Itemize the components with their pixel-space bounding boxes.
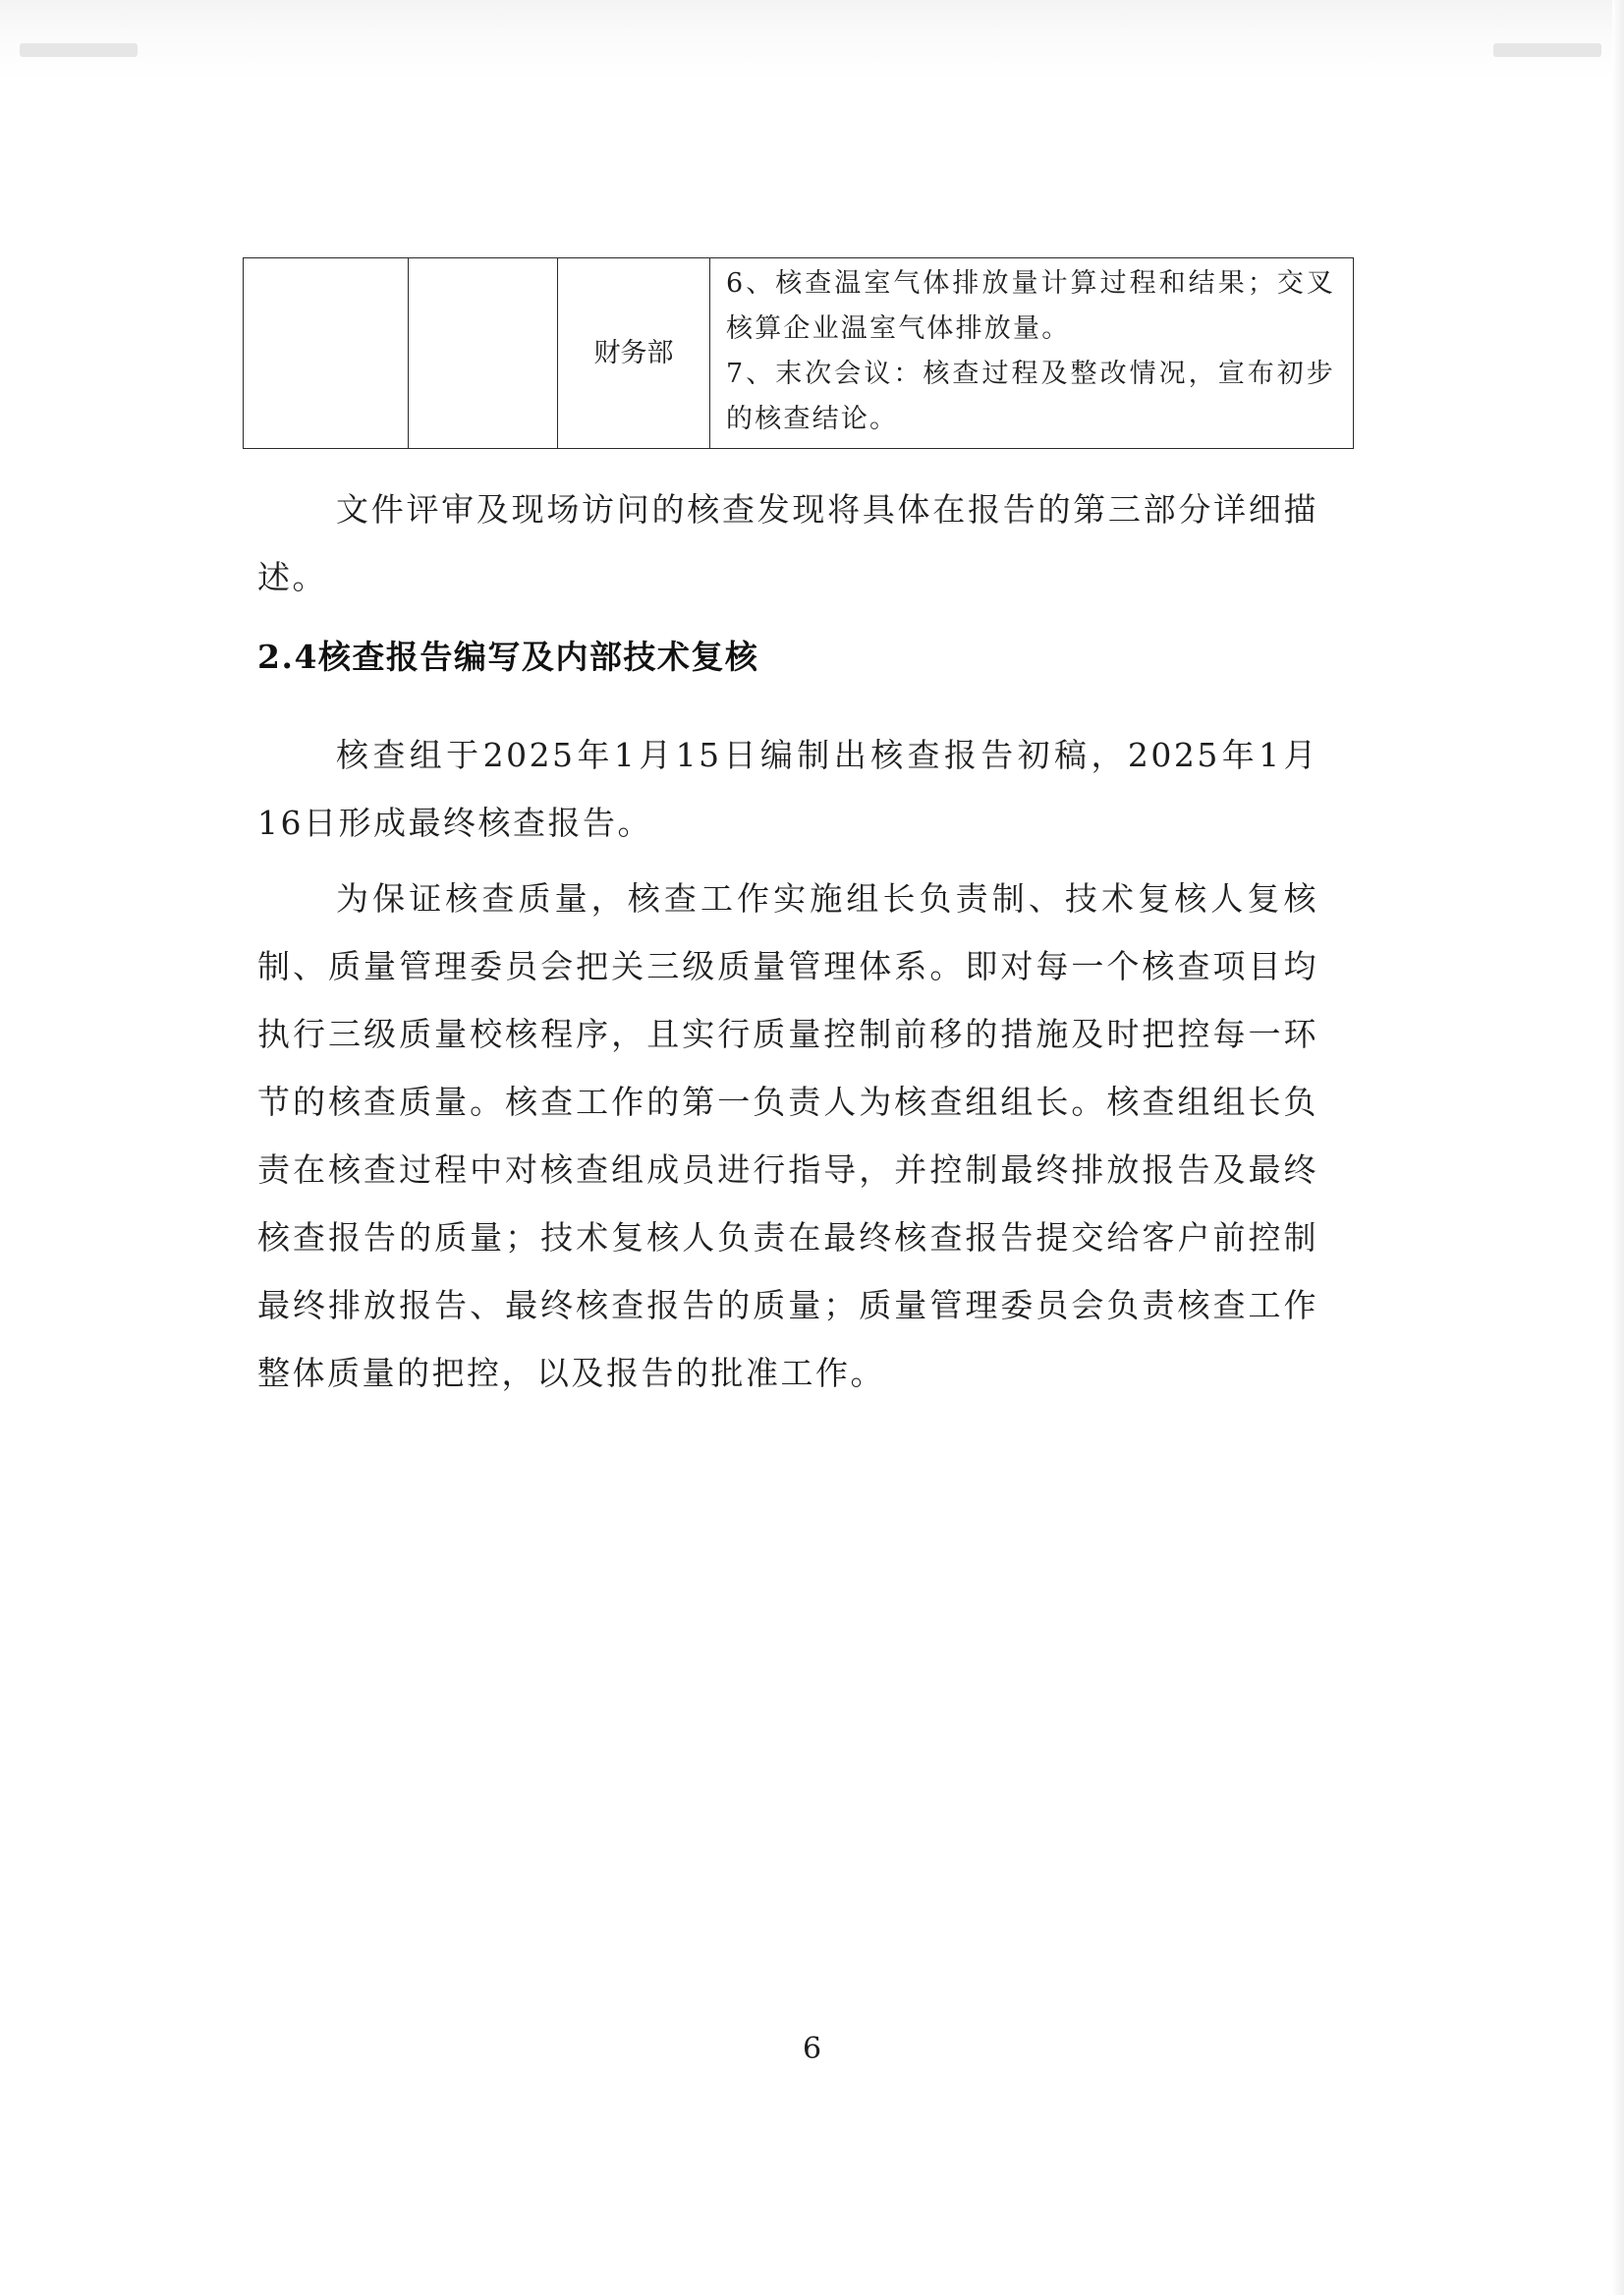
verification-steps-table xyxy=(243,257,1354,449)
verification-steps-cell xyxy=(710,258,1354,449)
scan-artifact-mark xyxy=(1493,43,1601,57)
table-cell-empty xyxy=(244,258,409,449)
table-cell-empty xyxy=(409,258,558,449)
verification-step: 6、核查温室气体排放量计算过程和结果；交叉核算企业温室气体排放量。 xyxy=(726,268,1335,344)
department-cell: 财务部 xyxy=(558,258,710,449)
verification-step: 7、末次会议：核查过程及整改情况，宣布初步的核查结论。 xyxy=(726,359,1335,434)
scan-shading-right xyxy=(1612,0,1624,2295)
table-row xyxy=(244,258,1354,449)
scan-shading-top xyxy=(0,0,1624,79)
report-date-paragraph: 核查组于2025年1月15日编制出核查报告初稿，2025年1月16日形成最终核查报告。 xyxy=(257,736,1318,842)
scan-artifact-mark xyxy=(20,43,138,57)
findings-paragraph: 文件评审及现场访问的核查发现将具体在报告的第三部分详细描述。 xyxy=(257,490,1318,596)
section-heading: 2.4核查报告编写及内部技术复核 xyxy=(257,638,759,676)
quality-control-paragraph: 为保证核查质量，核查工作实施组长负责制、技术复核人复核制、质量管理委员会把关三级质量管理体系。即对每一个核查项目均执行三级质量校核程序，且实行质量控制前移的措施及时把控每一环节的核查质量。核查工作的第一负责人为核查组组长。核查组组长负责在核查过程中对核查组成员进行指导，并控制最终排放报告及最终核查报告的质量；技术复核人负责在最终核查报告提交给客户前控制最终排放报告、最终核查报告的质量；质量管理委员会负责核查工作整体质量的把控，以及报告的批准工作。 xyxy=(257,879,1318,1392)
page-number: 6 xyxy=(802,2032,822,2066)
